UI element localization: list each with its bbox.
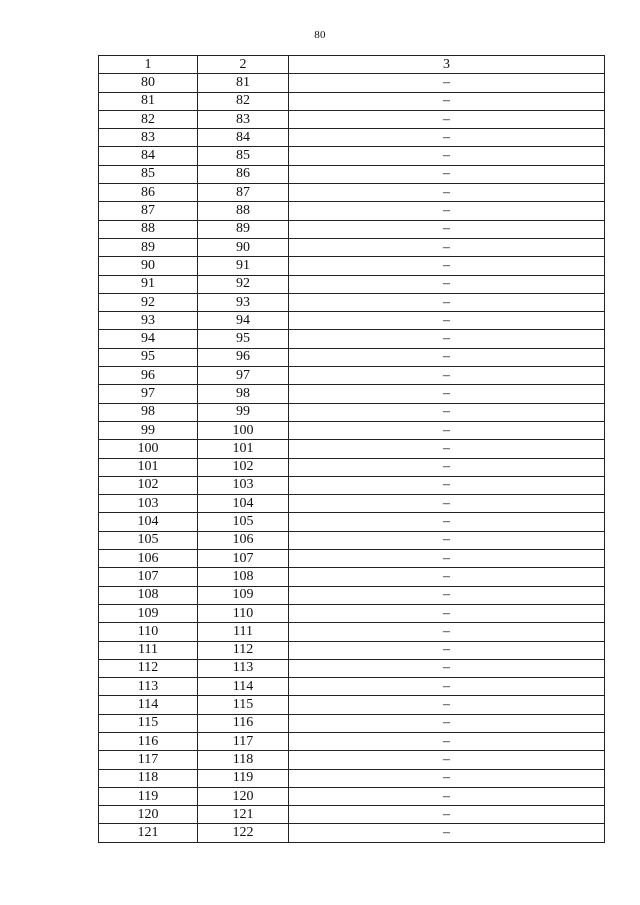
table-cell-col-1: 97: [99, 385, 198, 403]
table-cell-col-2: 121: [198, 806, 289, 824]
table-row: [99, 74, 605, 92]
table-cell-col-3: –: [289, 787, 605, 805]
table-cell-col-3: –: [289, 568, 605, 586]
table-cell-col-2: 98: [198, 385, 289, 403]
table-cell-col-3: –: [289, 275, 605, 293]
table-cell-col-3: –: [289, 257, 605, 275]
table-cell-col-2: 115: [198, 696, 289, 714]
table-cell-col-1: 107: [99, 568, 198, 586]
table-cell-col-2: 91: [198, 257, 289, 275]
table-cell-col-1: 105: [99, 531, 198, 549]
table-cell-col-3: –: [289, 147, 605, 165]
table-cell-col-1: 112: [99, 659, 198, 677]
table-cell-col-1: 96: [99, 367, 198, 385]
table-row: [99, 238, 605, 256]
table-row: [99, 403, 605, 421]
table-row: [99, 92, 605, 110]
table-cell-col-1: 98: [99, 403, 198, 421]
page-number: 80: [314, 29, 326, 41]
table-cell-col-3: –: [289, 238, 605, 256]
table-cell-col-1: 118: [99, 769, 198, 787]
table-cell-col-1: 119: [99, 787, 198, 805]
table-cell-col-2: 113: [198, 659, 289, 677]
table-cell-col-3: –: [289, 367, 605, 385]
table-row: [99, 165, 605, 183]
table-row: [99, 421, 605, 439]
table-cell-col-1: 121: [99, 824, 198, 842]
table-row: [99, 659, 605, 677]
table-cell-col-1: 82: [99, 110, 198, 128]
column-header-3: 3: [289, 56, 605, 74]
table-cell-col-3: –: [289, 92, 605, 110]
table-row: [99, 293, 605, 311]
table-row: [99, 586, 605, 604]
table-row: [99, 495, 605, 513]
column-header-2: 2: [198, 56, 289, 74]
table-cell-col-1: 108: [99, 586, 198, 604]
table-cell-col-1: 116: [99, 732, 198, 750]
table-cell-col-2: 83: [198, 110, 289, 128]
table-cell-col-3: –: [289, 824, 605, 842]
table-cell-col-3: –: [289, 293, 605, 311]
table-row: [99, 732, 605, 750]
table-cell-col-3: –: [289, 513, 605, 531]
table-cell-col-3: –: [289, 312, 605, 330]
table-cell-col-2: 119: [198, 769, 289, 787]
table-cell-col-1: 109: [99, 604, 198, 622]
table-cell-col-2: 112: [198, 641, 289, 659]
table-cell-col-1: 80: [99, 74, 198, 92]
table-cell-col-1: 101: [99, 458, 198, 476]
table-cell-col-2: 110: [198, 604, 289, 622]
table-cell-col-2: 87: [198, 184, 289, 202]
table-cell-col-1: 102: [99, 476, 198, 494]
table-cell-col-2: 109: [198, 586, 289, 604]
table-row: [99, 476, 605, 494]
table-cell-col-3: –: [289, 586, 605, 604]
table-cell-col-1: 100: [99, 440, 198, 458]
table-cell-col-2: 101: [198, 440, 289, 458]
table-cell-col-2: 104: [198, 495, 289, 513]
table-cell-col-1: 91: [99, 275, 198, 293]
table-cell-col-2: 94: [198, 312, 289, 330]
table-cell-col-1: 81: [99, 92, 198, 110]
table-cell-col-3: –: [289, 202, 605, 220]
table-row: [99, 147, 605, 165]
table-cell-col-3: –: [289, 348, 605, 366]
table-cell-col-2: 88: [198, 202, 289, 220]
table-cell-col-2: 97: [198, 367, 289, 385]
table-cell-col-3: –: [289, 550, 605, 568]
table-cell-col-3: –: [289, 184, 605, 202]
table-row: [99, 440, 605, 458]
table-row: [99, 458, 605, 476]
table-cell-col-1: 106: [99, 550, 198, 568]
table-cell-col-3: –: [289, 714, 605, 732]
table-cell-col-3: –: [289, 604, 605, 622]
table-cell-col-3: –: [289, 476, 605, 494]
table-cell-col-1: 94: [99, 330, 198, 348]
table-cell-col-2: 92: [198, 275, 289, 293]
table-cell-col-2: 111: [198, 623, 289, 641]
table-cell-col-1: 88: [99, 220, 198, 238]
table-cell-col-1: 114: [99, 696, 198, 714]
table-cell-col-1: 95: [99, 348, 198, 366]
table-cell-col-1: 89: [99, 238, 198, 256]
table-cell-col-1: 92: [99, 293, 198, 311]
table-row: [99, 641, 605, 659]
table-row: [99, 623, 605, 641]
table-cell-col-1: 113: [99, 678, 198, 696]
table-cell-col-2: 84: [198, 129, 289, 147]
table-cell-col-1: 117: [99, 751, 198, 769]
table-cell-col-3: –: [289, 769, 605, 787]
table-row: [99, 751, 605, 769]
table-cell-col-2: 82: [198, 92, 289, 110]
table-row: [99, 787, 605, 805]
table-row: [99, 129, 605, 147]
table-cell-col-3: –: [289, 440, 605, 458]
table-cell-col-1: 111: [99, 641, 198, 659]
table-cell-col-2: 118: [198, 751, 289, 769]
table-cell-col-1: 115: [99, 714, 198, 732]
column-header-1: 1: [99, 56, 198, 74]
table-row: [99, 824, 605, 842]
table-cell-col-2: 81: [198, 74, 289, 92]
table-row: [99, 275, 605, 293]
table-cell-col-1: 83: [99, 129, 198, 147]
table-cell-col-3: –: [289, 696, 605, 714]
table-cell-col-1: 110: [99, 623, 198, 641]
table-cell-col-1: 93: [99, 312, 198, 330]
table-cell-col-3: –: [289, 330, 605, 348]
table-cell-col-1: 84: [99, 147, 198, 165]
table-cell-col-3: –: [289, 165, 605, 183]
table-row: [99, 604, 605, 622]
table-row: [99, 330, 605, 348]
table-cell-col-2: 117: [198, 732, 289, 750]
table-cell-col-3: –: [289, 751, 605, 769]
table-cell-col-2: 105: [198, 513, 289, 531]
table-cell-col-3: –: [289, 458, 605, 476]
table-cell-col-3: –: [289, 531, 605, 549]
data-table: [98, 55, 605, 843]
table-row: [99, 348, 605, 366]
table-cell-col-3: –: [289, 110, 605, 128]
table-cell-col-3: –: [289, 678, 605, 696]
table-cell-col-2: 95: [198, 330, 289, 348]
table-cell-col-2: 93: [198, 293, 289, 311]
table-cell-col-2: 108: [198, 568, 289, 586]
table-cell-col-3: –: [289, 495, 605, 513]
table-cell-col-3: –: [289, 385, 605, 403]
table-cell-col-3: –: [289, 403, 605, 421]
table-cell-col-2: 86: [198, 165, 289, 183]
table-row: [99, 513, 605, 531]
table-cell-col-2: 116: [198, 714, 289, 732]
table-row: [99, 110, 605, 128]
table-cell-col-2: 107: [198, 550, 289, 568]
table-cell-col-2: 114: [198, 678, 289, 696]
table-row: [99, 714, 605, 732]
table-cell-col-3: –: [289, 421, 605, 439]
table-row: [99, 385, 605, 403]
table-cell-col-1: 87: [99, 202, 198, 220]
table-row: [99, 257, 605, 275]
table-cell-col-2: 90: [198, 238, 289, 256]
table-cell-col-1: 99: [99, 421, 198, 439]
table-row: [99, 769, 605, 787]
table-cell-col-1: 103: [99, 495, 198, 513]
table-cell-col-2: 100: [198, 421, 289, 439]
table-row: [99, 568, 605, 586]
table-row: [99, 367, 605, 385]
table-cell-col-2: 122: [198, 824, 289, 842]
table-cell-col-3: –: [289, 806, 605, 824]
table-cell-col-2: 96: [198, 348, 289, 366]
table-cell-col-3: –: [289, 659, 605, 677]
table-cell-col-2: 85: [198, 147, 289, 165]
table-row: [99, 202, 605, 220]
table-body: [99, 74, 605, 842]
table-cell-col-1: 104: [99, 513, 198, 531]
table-cell-col-2: 120: [198, 787, 289, 805]
table-cell-col-2: 103: [198, 476, 289, 494]
table-row: [99, 184, 605, 202]
table-cell-col-1: 85: [99, 165, 198, 183]
table-cell-col-3: –: [289, 129, 605, 147]
table-cell-col-1: 90: [99, 257, 198, 275]
table-cell-col-3: –: [289, 732, 605, 750]
table-header-row: [99, 56, 605, 74]
table-cell-col-3: –: [289, 623, 605, 641]
table-row: [99, 696, 605, 714]
table-cell-col-2: 102: [198, 458, 289, 476]
table-cell-col-3: –: [289, 220, 605, 238]
table-row: [99, 806, 605, 824]
table-cell-col-1: 120: [99, 806, 198, 824]
table-row: [99, 531, 605, 549]
table-row: [99, 678, 605, 696]
table-row: [99, 550, 605, 568]
table-cell-col-2: 99: [198, 403, 289, 421]
table-row: [99, 220, 605, 238]
table-cell-col-3: –: [289, 74, 605, 92]
table-row: [99, 312, 605, 330]
table-cell-col-2: 106: [198, 531, 289, 549]
table-cell-col-3: –: [289, 641, 605, 659]
table-cell-col-2: 89: [198, 220, 289, 238]
table-cell-col-1: 86: [99, 184, 198, 202]
